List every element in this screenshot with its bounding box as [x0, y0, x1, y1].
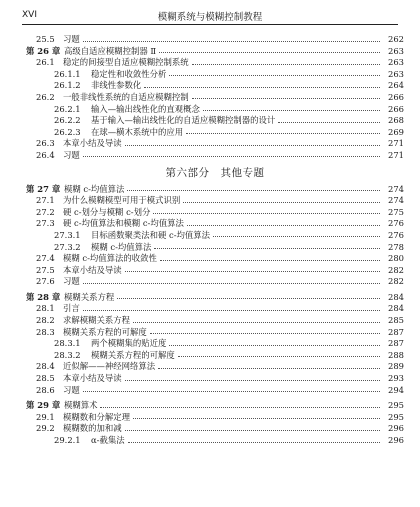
dot-leader — [125, 380, 380, 381]
entry-page-number: 274 — [388, 183, 404, 194]
entry-number: 28.5 — [36, 373, 55, 384]
dot-leader — [154, 248, 380, 249]
entry-title: 习题 — [63, 149, 80, 160]
entry-title: 习题 — [63, 384, 80, 395]
entry-number: 26.2 — [36, 91, 55, 102]
dot-leader — [83, 283, 380, 284]
entry-page-number: 262 — [388, 34, 404, 44]
entry-title: 稳定性和收敛性分析 — [91, 68, 167, 79]
toc-section-entry[interactable] — [26, 207, 404, 219]
dot-leader — [125, 145, 380, 146]
entry-number: 第 29 章 — [26, 400, 61, 411]
dot-leader — [125, 271, 380, 272]
toc-section-entry[interactable] — [26, 315, 404, 327]
entry-title: α-截集法 — [91, 435, 125, 445]
entry-page-number: 268 — [388, 115, 404, 126]
entry-page-number: 263 — [388, 45, 404, 56]
entry-number: 27.3.1 — [54, 229, 81, 240]
toc-section-entry[interactable] — [26, 327, 404, 339]
entry-page-number: 282 — [388, 264, 404, 275]
entry-page-number: 282 — [388, 276, 404, 287]
entry-number: 25.5 — [36, 34, 55, 44]
entry-page-number: 266 — [388, 103, 404, 114]
entry-title: 硬 c-划分与模糊 c-划分 — [63, 206, 151, 217]
entry-number: 27.4 — [36, 253, 55, 264]
entry-title: 模糊数和分解定理 — [63, 411, 130, 422]
toc-subsection-entry[interactable] — [26, 127, 404, 139]
entry-page-number: 266 — [388, 91, 404, 102]
entry-page-number: 287 — [388, 326, 404, 337]
dot-leader — [117, 298, 380, 299]
entry-number: 28.3 — [36, 326, 55, 337]
entry-title: 基于输入—输出线性化的自适应模糊控制器的设计 — [91, 115, 276, 126]
entry-number: 28.3.1 — [54, 338, 81, 349]
entry-page-number: 295 — [388, 400, 404, 411]
toc-subsection-entry[interactable] — [26, 80, 404, 92]
entry-page-number: 274 — [388, 195, 404, 206]
entry-title: 引言 — [63, 303, 80, 314]
part-heading: 第六部分 其他专题 — [165, 166, 265, 179]
dot-leader — [125, 430, 380, 431]
entry-title: 稳定的间接型自适应模糊控制系统 — [63, 57, 189, 68]
dot-leader — [203, 110, 380, 111]
dot-leader — [178, 356, 380, 357]
entry-number: 27.3 — [36, 218, 55, 229]
entry-page-number: 285 — [388, 315, 404, 326]
entry-title: 模糊 c-均值算法 — [91, 241, 152, 252]
toc-chapter-entry[interactable] — [26, 46, 404, 58]
entry-page-number: 284 — [388, 291, 404, 302]
dot-leader — [127, 190, 380, 191]
dot-leader — [213, 236, 380, 237]
entry-number: 26.2.1 — [54, 103, 81, 114]
toc-subsection-entry[interactable] — [26, 230, 404, 242]
entry-page-number: 289 — [388, 361, 404, 372]
dot-leader — [183, 202, 380, 203]
entry-number: 28.2 — [36, 315, 55, 326]
entry-page-number: 276 — [388, 218, 404, 229]
entry-title: 模糊数的加和减 — [63, 423, 122, 434]
entry-page-number: 287 — [388, 338, 404, 349]
toc-subsection-entry[interactable] — [26, 338, 404, 350]
entry-number: 28.3.2 — [54, 349, 81, 360]
toc-subsection-entry[interactable] — [26, 115, 404, 127]
toc-section-entry[interactable] — [26, 34, 404, 46]
entry-title: 模糊 c-均值算法 — [64, 183, 125, 194]
toc-subsection-entry[interactable] — [26, 104, 404, 116]
header-rule — [22, 24, 398, 25]
entry-title: 习题 — [63, 276, 80, 287]
dot-leader — [133, 418, 380, 419]
toc-subsection-entry[interactable] — [26, 242, 404, 254]
dot-leader — [150, 333, 380, 334]
entry-title: 输入—输出线性化的直观概念 — [91, 103, 200, 114]
dot-leader — [192, 98, 380, 99]
entry-title: 近似解——神经网络算法 — [63, 361, 156, 372]
dot-leader — [192, 64, 380, 65]
entry-page-number: 275 — [388, 206, 404, 217]
book-title: 模糊系统与模糊控制教程 — [157, 12, 263, 23]
dot-leader — [169, 345, 380, 346]
entry-title: 在球—横木系统中的应用 — [91, 126, 184, 137]
entry-page-number: 288 — [388, 349, 404, 360]
entry-number: 26.2.2 — [54, 115, 81, 126]
running-header — [22, 8, 398, 24]
entry-title: 一般非线性系统的自适应模糊控制 — [63, 91, 189, 102]
dot-leader — [160, 260, 380, 261]
dot-leader — [83, 391, 380, 392]
toc-chapter-entry[interactable] — [26, 400, 404, 412]
entry-number: 26.2.3 — [54, 126, 81, 137]
entry-number: 27.1 — [36, 195, 55, 206]
entry-number: 29.1 — [36, 411, 55, 422]
dot-leader — [278, 122, 380, 123]
dot-leader — [169, 75, 380, 76]
entry-number: 第 28 章 — [26, 291, 61, 302]
entry-number: 第 27 章 — [26, 183, 61, 194]
dot-leader — [83, 156, 380, 157]
entry-number: 26.1.2 — [54, 80, 81, 91]
entry-number: 29.2 — [36, 423, 55, 434]
entry-title: 模糊 c-均值算法的收敛性 — [63, 253, 157, 264]
dot-leader — [186, 133, 380, 134]
entry-page-number: 293 — [388, 373, 404, 384]
entry-title: 两个模糊集的贴近度 — [91, 338, 167, 349]
entry-page-number: 269 — [388, 126, 404, 137]
entry-page-number: 276 — [388, 229, 404, 240]
entry-title: 模糊关系方程的可解度 — [63, 326, 147, 337]
entry-title: 模糊关系方程 — [64, 291, 115, 302]
dot-leader — [187, 225, 380, 226]
entry-number: 28.4 — [36, 361, 55, 372]
toc-section-entry[interactable] — [26, 276, 404, 288]
dot-leader — [158, 368, 380, 369]
entry-page-number: 278 — [388, 241, 404, 252]
entry-number: 26.4 — [36, 149, 55, 160]
entry-page-number: 280 — [388, 253, 404, 264]
toc-section-entry[interactable] — [26, 303, 404, 315]
toc-section-entry[interactable] — [26, 373, 404, 385]
toc-section-entry[interactable] — [26, 423, 404, 435]
entry-page-number: 271 — [388, 138, 404, 149]
entry-page-number: 296 — [388, 435, 404, 445]
entry-title: 本章小结及导读 — [63, 138, 122, 149]
entry-number: 27.6 — [36, 276, 55, 287]
dot-leader — [133, 322, 380, 323]
toc-section-entry[interactable] — [26, 385, 404, 397]
dot-leader — [83, 310, 380, 311]
entry-number: 26.3 — [36, 138, 55, 149]
entry-title: 硬 c-均值算法和模糊 c-均值算法 — [63, 218, 184, 229]
entry-number: 27.3.2 — [54, 241, 81, 252]
dot-leader — [83, 41, 380, 42]
toc-chapter-entry[interactable] — [26, 184, 404, 196]
entry-page-number: 271 — [388, 149, 404, 160]
entry-title: 本章小结及导读 — [63, 264, 122, 275]
entry-title: 为什么模糊模型可用于模式识别 — [63, 195, 181, 206]
entry-title: 本章小结及导读 — [63, 373, 122, 384]
toc-section-entry[interactable] — [26, 361, 404, 373]
dot-leader — [153, 213, 380, 214]
entry-number: 26.1 — [36, 57, 55, 68]
toc-section-entry[interactable] — [26, 57, 404, 69]
entry-number: 28.6 — [36, 384, 55, 395]
toc-section-entry[interactable] — [26, 150, 404, 162]
table-of-contents — [26, 34, 404, 447]
page-number: XVI — [22, 10, 37, 20]
toc-section-entry[interactable] — [26, 265, 404, 277]
dot-leader — [128, 442, 380, 443]
entry-number: 第 26 章 — [26, 45, 61, 56]
entry-page-number: 284 — [388, 303, 404, 314]
entry-title: 非线性参数化 — [91, 80, 142, 91]
toc-subsection-entry[interactable] — [26, 350, 404, 362]
entry-title: 习题 — [63, 34, 80, 44]
toc-section-entry[interactable] — [26, 412, 404, 424]
toc-section-entry[interactable] — [26, 195, 404, 207]
dot-leader — [144, 87, 380, 88]
entry-page-number: 264 — [388, 80, 404, 91]
toc-section-entry[interactable] — [26, 253, 404, 265]
entry-page-number: 295 — [388, 411, 404, 422]
entry-title: 模糊算术 — [64, 400, 98, 411]
toc-subsection-entry[interactable] — [26, 69, 404, 81]
toc-chapter-entry[interactable] — [26, 292, 404, 304]
entry-title: 高级自适应模糊控制器 Ⅱ — [64, 45, 157, 56]
entry-page-number: 263 — [388, 57, 404, 68]
entry-page-number: 296 — [388, 423, 404, 434]
dot-leader — [159, 52, 380, 53]
entry-number: 29.2.1 — [54, 435, 81, 445]
toc-section-entry[interactable] — [26, 218, 404, 230]
entry-number: 27.5 — [36, 264, 55, 275]
dot-leader — [100, 407, 380, 408]
entry-title: 目标函数聚类法和硬 c-均值算法 — [91, 229, 211, 240]
toc-section-entry[interactable] — [26, 92, 404, 104]
toc-section-entry[interactable] — [26, 138, 404, 150]
entry-page-number: 263 — [388, 68, 404, 79]
entry-title: 模糊关系方程的可解度 — [91, 349, 175, 360]
entry-number: 27.2 — [36, 206, 55, 217]
entry-number: 26.1.1 — [54, 68, 81, 79]
toc-subsection-entry[interactable] — [26, 435, 404, 447]
entry-number: 28.1 — [36, 303, 55, 314]
entry-title: 求解模糊关系方程 — [63, 315, 130, 326]
entry-page-number: 294 — [388, 384, 404, 395]
